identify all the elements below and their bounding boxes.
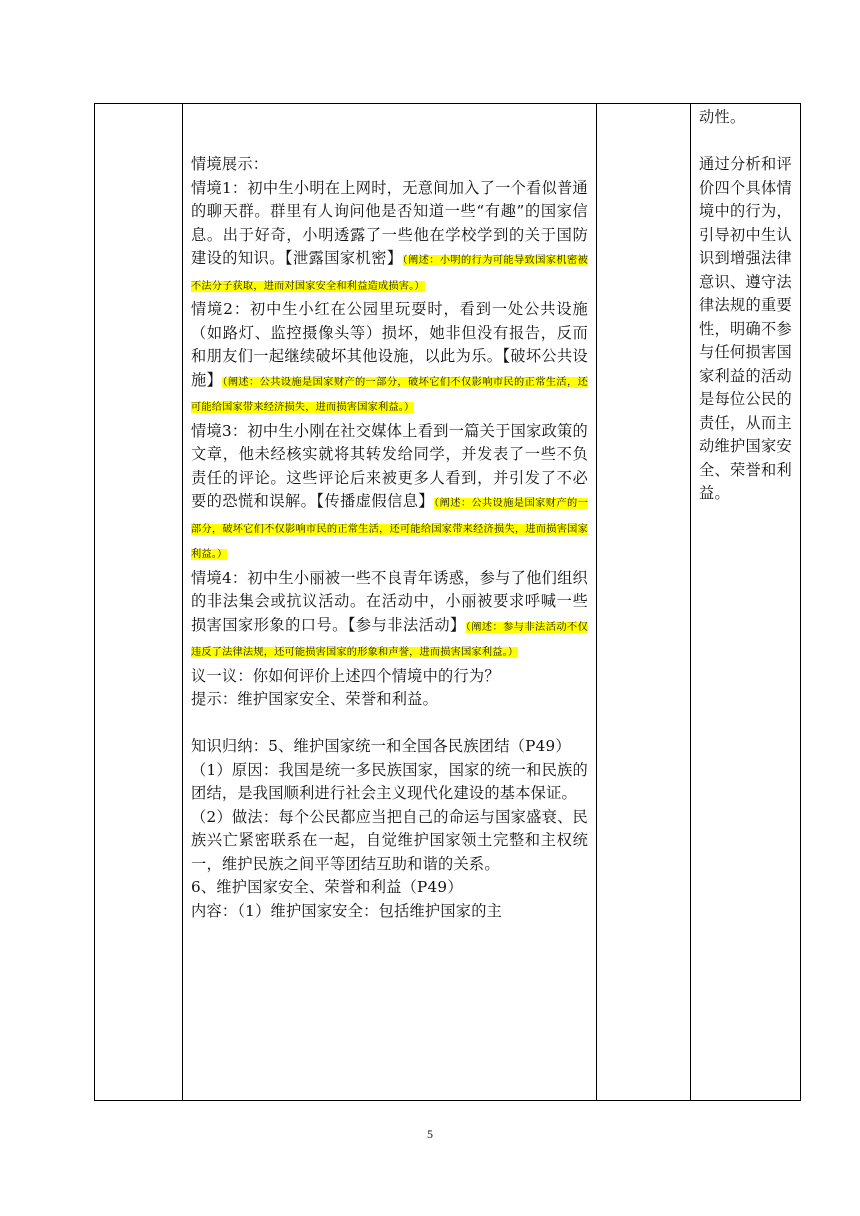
design-intent xyxy=(699,106,792,506)
scenario-2 xyxy=(191,298,588,420)
scenario-3-tag: 【传播虚假信息】 xyxy=(316,492,435,510)
scenario-intro: 情境展示： xyxy=(191,155,269,173)
knowledge-section-6-content: 内容：（1）维护国家安全：包括维护国家的主 xyxy=(191,901,503,920)
scenario-4-tag: 【参与非法活动】 xyxy=(347,615,466,634)
main-content-cell xyxy=(183,104,597,1101)
scenario-2-text: 情境2：初中生小红在公园里玩耍时，看到一处公共设施（如路灯、监控摄像头等）损坏，她非但没有报告，反而和朋友们一起继续破坏其他设施，以此为乐。 xyxy=(191,300,588,365)
empty-column-cell xyxy=(95,104,183,1101)
lesson-table xyxy=(94,103,801,1101)
scenario-2-note: （阐述：公共设施是国家财产的一部分，破坏它们不仅影响市民的正常生活，还可能给国家带来经济损失，进而损害国家利益。） xyxy=(191,376,589,413)
design-intent-top: 动性。 xyxy=(699,108,746,126)
scenario-3 xyxy=(191,420,588,567)
knowledge-point-1: （1）原因：我国是统一多民族国家，国家的统一和民族的团结，是我国顺利进行社会主义现代化建设的基本保证。 xyxy=(191,760,588,802)
discussion-question: 议一议：你如何评价上述四个情境中的行为？ xyxy=(191,666,500,685)
empty-column-cell xyxy=(597,104,691,1101)
scenario-1 xyxy=(191,177,588,299)
scenario-3-note: （阐述：公共设施是国家财产的一部分，破坏它们不仅影响市民的正常生活，还可能给国家带来经济损失，进而损害国家利益。） xyxy=(191,498,588,560)
design-intent-body: 通过分析和评价四个具体情境中的行为，引导初中生认识到增强法律意识、遵守法律法规的重要性，明确不参与任何损害国家利益的活动是每位公民的责任，从而主动维护国家安全、荣誉和利益。 xyxy=(699,155,792,502)
scenario-3-text: 情境3：初中生小刚在社交媒体上看到一篇关于国家政策的文章，他未经核实就将其转发给同学，并发表了一些不负责任的评论。这些评论后来被更多人看到，并引发了不必要的恐慌和误解。 xyxy=(191,421,588,510)
scenario-4-note: （阐述：参与非法活动不仅违反了法律法规，还可能损害国家的形象和声誉，进而损害国家利益。） xyxy=(191,621,588,658)
knowledge-section-6: 6、维护国家安全、荣誉和利益（P49） xyxy=(191,878,463,896)
scenario-1-note: （阐述：小明的行为可能导致国家机密被不法分子获取，进而对国家安全和利益造成损害。） xyxy=(191,255,589,292)
knowledge-title: 知识归纳：5、维护国家统一和全国各民族团结（P49） xyxy=(191,737,571,755)
scenario-4-text: 情境4：初中生小丽被一些不良青年诱惑，参与了他们组织的非法集会或抗议活动。在活动中，小丽被要求呼喊一些损害国家形象的口号。 xyxy=(191,568,588,634)
table-row xyxy=(95,104,801,1101)
scenario-4 xyxy=(191,567,588,665)
scenario-1-tag: 【泄露国家机密】 xyxy=(284,249,403,267)
scenario-1-text: 情境1：初中生小明在上网时，无意间加入了一个看似普通的聊天群。群里有人询问他是否知道一些“有趣”的国家信息。出于好奇，小明透露了一些他在学校学到的关于国防建设的知识。 xyxy=(191,178,588,267)
scenario-2-tag: 【破坏公共设施】 xyxy=(191,347,588,389)
main-content xyxy=(191,106,588,923)
discussion-hint: 提示：维护国家安全、荣誉和利益。 xyxy=(191,690,438,708)
design-intent-cell xyxy=(691,104,801,1101)
page-number: 5 xyxy=(427,1127,433,1141)
knowledge-point-2: （2）做法：每个公民都应当把自己的命运与国家盛衰、民族兴亡紧密联系在一起，自觉维护国家领土完整和主权统一，维护民族之间平等团结互助和谐的关系。 xyxy=(191,807,588,873)
